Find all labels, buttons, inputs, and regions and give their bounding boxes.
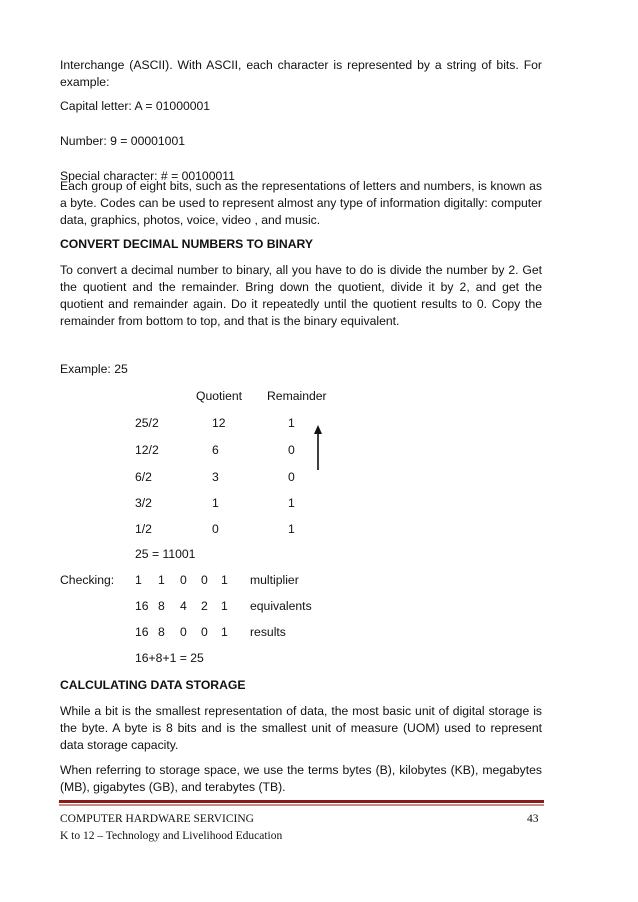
example-number: Number: 9 = 00001001 [60, 134, 186, 148]
checking-label: Checking: [60, 573, 115, 587]
check-digit: 4 [180, 599, 187, 613]
quotient-header: Quotient [196, 389, 243, 403]
division-cell: 25/2 [135, 416, 159, 430]
check-digit: 2 [201, 599, 208, 613]
check-digit: 8 [158, 625, 165, 639]
example-label: Example: 25 [60, 362, 128, 376]
up-arrow-icon [311, 425, 325, 471]
byte-paragraph: Each group of eight bits, such as the representations of letters and numbers, is known as a byte. Codes can be used to represent almost any type of information digitally: computer data, graphics, photos, voice, video , and music. [60, 179, 542, 227]
check-note: results [250, 625, 286, 639]
footer-subtitle: K to 12 – Technology and Livelihood Education [60, 830, 283, 842]
check-note: multiplier [250, 573, 299, 587]
remainder-cell: 0 [288, 470, 295, 484]
footer-rule [59, 800, 544, 806]
example-special-character: Special character: # = 00100011 [60, 169, 235, 183]
division-cell: 3/2 [135, 496, 152, 510]
remainder-header: Remainder [267, 389, 327, 403]
remainder-cell: 1 [288, 496, 295, 510]
intro-paragraph: Interchange (ASCII). With ASCII, each character is represented by a string of bits. For example: [60, 58, 542, 89]
page-number: 43 [527, 813, 539, 825]
remainder-cell: 1 [288, 522, 295, 536]
quotient-cell: 1 [212, 496, 219, 510]
check-digit: 1 [158, 573, 165, 587]
section-heading-storage: CALCULATING DATA STORAGE [60, 678, 246, 692]
remainder-cell: 0 [288, 443, 295, 457]
division-cell: 6/2 [135, 470, 152, 484]
quotient-cell: 3 [212, 470, 219, 484]
quotient-cell: 12 [212, 416, 226, 430]
check-sum: 16+8+1 = 25 [135, 651, 204, 665]
check-digit: 0 [201, 573, 208, 587]
check-digit: 0 [180, 573, 187, 587]
check-digit: 1 [135, 573, 142, 587]
check-digit: 16 [135, 625, 149, 639]
division-cell: 1/2 [135, 522, 152, 536]
check-note: equivalents [250, 599, 312, 613]
remainder-cell: 1 [288, 416, 295, 430]
convert-paragraph: To convert a decimal number to binary, all you have to do is divide the number by 2. Get the quotient and the remainder. Bring down the quotient, divide it by 2, and get the quotient and remainder again. Do it repeatedly until the quotient results to 0. Copy the remainder from bottom to top, and that is the binary equivalent. [60, 263, 542, 328]
storage-paragraph-2: When referring to storage space, we use the terms bytes (B), kilobytes (KB), megabytes (MB), gigabytes (GB), and terabytes (TB). [60, 763, 542, 794]
check-digit: 0 [180, 625, 187, 639]
section-heading-convert: CONVERT DECIMAL NUMBERS TO BINARY [60, 237, 314, 251]
check-digit: 16 [135, 599, 149, 613]
footer-title: COMPUTER HARDWARE SERVICING [60, 813, 254, 825]
storage-paragraph-1: While a bit is the smallest representation of data, the most basic unit of digital storage is the byte. A byte is 8 bits and is the smallest unit of measure (UOM) used to represent data storage capacity. [60, 704, 542, 752]
division-cell: 12/2 [135, 443, 159, 457]
quotient-cell: 6 [212, 443, 219, 457]
check-digit: 1 [221, 573, 228, 587]
check-digit: 8 [158, 599, 165, 613]
binary-result: 25 = 11001 [135, 547, 196, 561]
quotient-cell: 0 [212, 522, 219, 536]
check-digit: 1 [221, 599, 228, 613]
check-digit: 1 [221, 625, 228, 639]
check-digit: 0 [201, 625, 208, 639]
example-capital-letter: Capital letter: A = 01000001 [60, 99, 211, 113]
